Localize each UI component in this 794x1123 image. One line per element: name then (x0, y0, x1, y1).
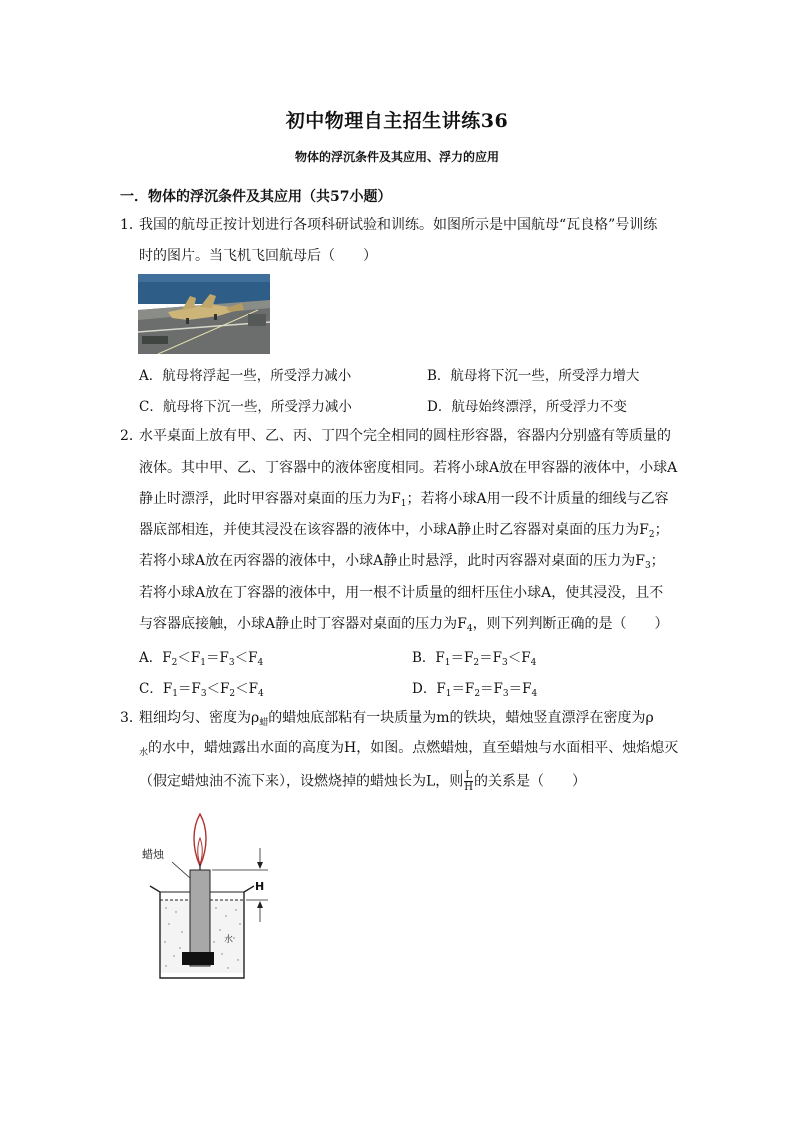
option-text: ＝F (508, 681, 532, 697)
question-1-option-a: A．航母将浮起一些，所受浮力减小 (139, 368, 352, 384)
page-title: 初中物理自主招生讲练36 (285, 110, 509, 132)
question-3-line-3-text-a: （假定蜡烛油不流下来），设燃烧掉的蜡烛长为L，则 (139, 773, 464, 790)
subscript: 4 (466, 624, 473, 634)
candle-label: 蜡烛 (142, 848, 164, 861)
question-2-line-4 (139, 520, 669, 545)
option-text: ＝F (480, 681, 503, 697)
subscript: 4 (258, 689, 264, 699)
subscript: 1 (200, 658, 206, 668)
question-2-number: 2． (120, 428, 143, 444)
question-2-line-3-text-a: 静止时漂浮，此时甲容器对桌面的压力为F (139, 491, 401, 507)
question-3-line-1-text-b: 的蜡烛底部粘有一块质量为m的铁块，蜡烛竖直漂浮在密度为ρ (268, 710, 654, 726)
fraction-denominator: H (464, 782, 474, 793)
question-2-option-b (412, 646, 536, 668)
subscript: 4 (530, 658, 537, 668)
question-2-line-6: 若将小球A放在丁容器的液体中，用一根不计质量的细杆压住小球A，使其浸没，且不 (139, 585, 664, 601)
subscript: 水 (139, 748, 149, 758)
option-text: ＝F (479, 650, 503, 666)
subscript: 2 (171, 658, 178, 668)
question-2-line-7 (139, 614, 669, 639)
subscript: 2 (229, 689, 236, 699)
subscript: 1 (445, 689, 452, 699)
option-text: ＜F (234, 650, 258, 666)
option-text: ＝F (205, 650, 229, 666)
water-label: 水 (224, 935, 234, 945)
question-2-line-4-text-b: ； (654, 522, 669, 538)
option-text: ＝F (177, 681, 201, 697)
question-2-line-5 (139, 551, 665, 576)
subscript: 3 (200, 689, 207, 699)
question-3-line-1-text-a: 粗细均匀、密度为ρ (139, 710, 260, 726)
subscript: 4 (257, 658, 264, 668)
question-1-option-c: C．航母将下沉一些，所受浮力减小 (139, 399, 352, 415)
subscript: 1 (172, 689, 178, 699)
option-text: D．F (412, 681, 446, 697)
subscript: 3 (502, 658, 508, 668)
inner-flame-icon (198, 838, 203, 864)
question-2-option-a (139, 646, 263, 668)
subscript: 2 (473, 658, 480, 668)
question-1-line-1: 我国的航母正按计划进行各项科研试验和训练。如图所示是中国航母“瓦良格”号训练 (139, 217, 658, 233)
subscript: 2 (648, 530, 655, 540)
option-text: ＜F (177, 650, 201, 666)
question-3-line-2 (139, 738, 678, 763)
subscript: 3 (502, 689, 509, 699)
question-1-option-b: B．航母将下沉一些，所受浮力增大 (427, 368, 640, 384)
question-2-line-3 (139, 489, 669, 514)
subscript: 3 (228, 658, 235, 668)
question-2-line-2: 液体。其中甲、乙、丁容器中的液体密度相同。若将小球A放在甲容器的液体中，小球A (139, 460, 678, 476)
option-text: B．F (412, 650, 445, 666)
question-3-line-3 (139, 770, 586, 793)
question-2-line-5-text-a: 若将小球A放在丙容器的液体中，小球A静止时悬浮，此时丙容器对桌面的压力为F (139, 553, 645, 569)
question-2-line-5-text-b: ； (650, 553, 665, 569)
height-label: H (255, 880, 265, 893)
question-2-line-7-text-a: 与容器底接触，小球A静止时丁容器对桌面的压力为F (139, 616, 467, 632)
question-2-line-3-text-b: ；若将小球A用一段不计质量的细线与乙容 (406, 491, 669, 507)
option-text: ＜F (206, 681, 230, 697)
aircraft-carrier-photo-icon (138, 274, 270, 354)
candle-body (190, 870, 210, 966)
question-2-option-c (139, 677, 264, 699)
question-1-line-2: 时的图片。当飞机飞回航母后（ ） (139, 248, 377, 264)
candle-beaker-figure (136, 808, 286, 990)
option-text: C．F (139, 681, 173, 697)
subscript: 蜡 (259, 718, 269, 728)
arrow-down-icon (257, 862, 263, 869)
subscript: 4 (531, 689, 538, 699)
option-text: ＜F (235, 681, 259, 697)
option-text: ＝F (451, 681, 475, 697)
subscript: 1 (444, 658, 451, 668)
subscript: 3 (644, 561, 651, 571)
page-subtitle: 物体的浮沉条件及其应用、浮力的应用 (294, 150, 499, 164)
question-3-line-3-text-b: 的关系是（ ） (474, 773, 587, 790)
question-2-line-7-text-b: ，则下列判断正确的是（ ） (472, 616, 669, 632)
question-2-line-4-text-a: 器底部相连，并使其浸没在该容器的液体中，小球A静止时乙容器对桌面的压力为F (139, 522, 649, 538)
candle-label-leader (172, 862, 190, 878)
question-1-number: 1． (120, 217, 143, 233)
subscript: 2 (474, 689, 481, 699)
option-text: A．F (139, 650, 172, 666)
fraction-l-over-h (464, 770, 473, 793)
option-text: ＜F (507, 650, 531, 666)
section-heading: 一．物体的浮沉条件及其应用（共57小题） (120, 189, 392, 205)
aircraft-carrier-photo (138, 274, 270, 354)
arrow-up-icon (257, 901, 263, 908)
iron-block (182, 952, 214, 965)
subscript: 1 (400, 499, 407, 509)
question-1-option-d: D．航母始终漂浮，所受浮力不变 (427, 399, 627, 415)
question-2-option-d (412, 677, 537, 699)
question-3-line-1 (139, 708, 654, 733)
question-3-line-2-text: 的水中，蜡烛露出水面的高度为H，如图。点燃蜡烛，直至蜡烛与水面相平、烛焰熄灭 (148, 740, 679, 756)
fraction-numerator: L (465, 770, 472, 781)
question-2-line-1: 水平桌面上放有甲、乙、丙、丁四个完全相同的圆柱形容器，容器内分别盛有等质量的 (139, 428, 671, 444)
question-3-number: 3． (120, 710, 143, 726)
option-text: ＝F (450, 650, 474, 666)
